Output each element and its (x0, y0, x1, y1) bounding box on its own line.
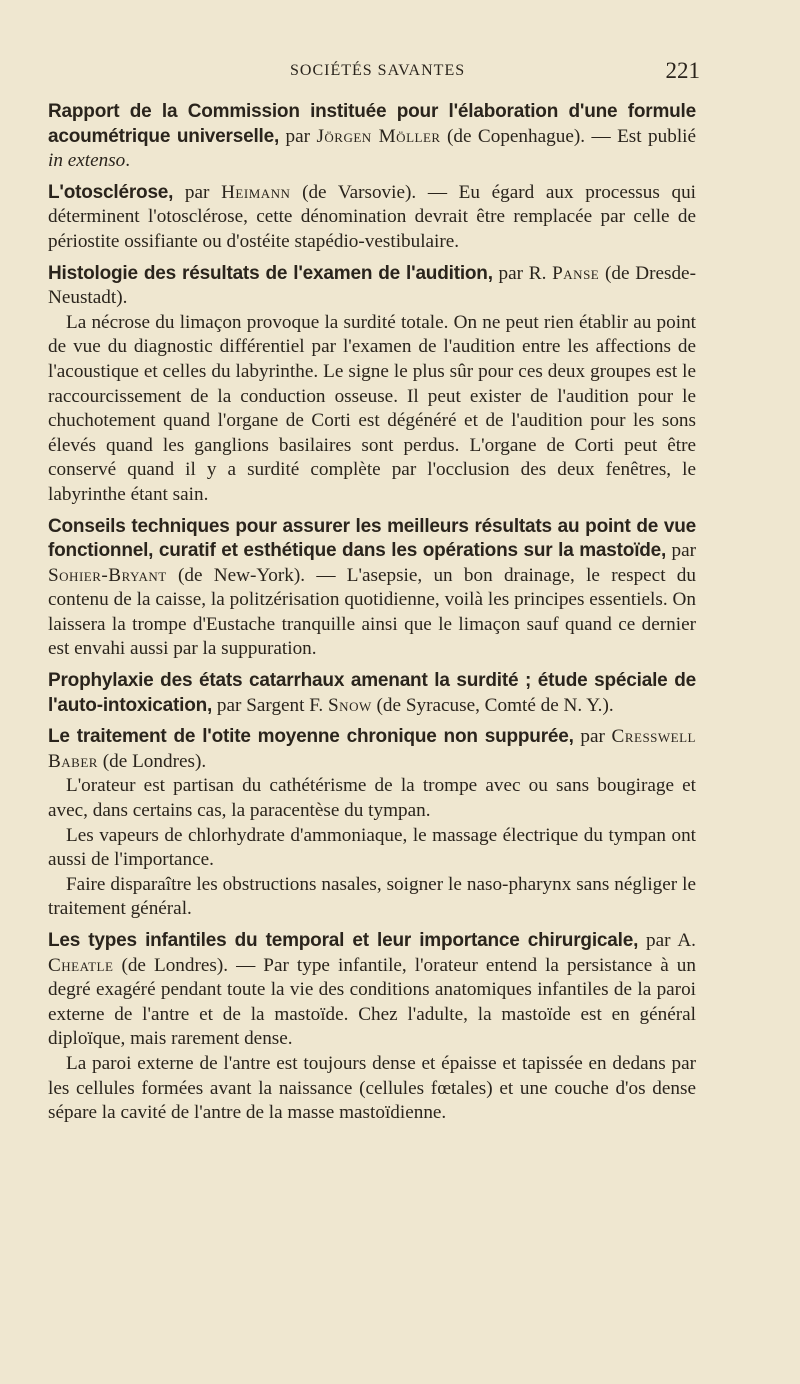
section-histologie (48, 262, 696, 508)
author-name: Sohier-Bryant (48, 564, 167, 586)
section-text: (de Syracuse, Comté de N. Y.). (371, 694, 614, 716)
body-paragraph: La nécrose du limaçon provoque la surdité totale. On ne peut rien établir au point de vue du diagnostic différentiel par l'examen de l'audition entre les affections de l'acoustique et celles du labyrinthe. Le signe le plus sûr pour ces deux groupes est le raccourcissement de la conduction osseuse. Il peut exister de l'audition pour le chuchotement quand l'organe de Corti est dégénéré et de l'audition pour les sons élevés quand les ganglions basilaires sont perdus. L'organe de Corti peut être conservé quand il y a surdité complète par l'occlusion des deux fenêtres, le labyrinthe étant sain. (48, 311, 696, 505)
section-paragraph (48, 262, 696, 311)
body-paragraph: Les vapeurs de chlorhydrate d'ammoniaque, le massage électrique du tympan ont aussi de l'importance. (48, 824, 696, 871)
page-body (48, 100, 696, 1133)
author-name: Snow (328, 694, 372, 716)
italic-text: in extenso (48, 150, 126, 172)
section-text: par Sargent F. (212, 694, 329, 716)
section-paragraph (48, 100, 696, 174)
section-heading: Histologie des résultats de l'examen de l'audition, (48, 262, 493, 284)
running-head: SOCIÉTÉS SAVANTES (290, 62, 466, 79)
page-number: 221 (665, 58, 700, 83)
author-name: Cresswell Baber (48, 726, 696, 772)
page-header (48, 58, 700, 88)
section-prophylaxie (48, 669, 696, 718)
body-paragraph: L'orateur est partisan du cathétérisme de la trompe avec ou sans bougirage et avec, dans certains cas, la paracentèse du tympan. (48, 775, 696, 822)
section-paragraph (48, 515, 696, 663)
section-traitement-otite (48, 725, 696, 922)
author-name: Heimann (221, 181, 291, 203)
section-text: par (666, 540, 696, 562)
section-text: (de Londres). (97, 750, 207, 772)
author-name: Cheatle (48, 954, 114, 976)
section-text: (de Dresde-Neustadt). (48, 262, 696, 309)
section-paragraph (48, 181, 696, 255)
section-text: (de Copenhague). — Est publié (440, 125, 697, 147)
body-paragraph: La paroi externe de l'antre est toujours dense et épaisse et tapissée en dedans par les cellules formées avant la naissance (cellules fœtales) et une couche d'os dense sépare la cavité de l'antre de la masse mastoïdienne. (48, 1052, 696, 1124)
section-text: (de Varsovie). — Eu égard aux processus qui déterminent l'otosclérose, cette dénomination devrait être remplacée par celle de périostite ossifiante ou d'ostéite stapédio-vestibulaire. (48, 181, 696, 252)
section-types-infantiles (48, 929, 696, 1126)
section-text: (de Londres). — Par type infantile, l'orateur entend la persistance à un degré exagéré pendant toute la vie des conditions anatomiques infantiles de la paroi externe de l'antre et de la mastoïde. Chez l'adulte, la mastoïde est en général diploïque, mais rarement dense. (48, 954, 696, 1050)
section-heading: Conseils techniques pour assurer les meilleurs résultats au point de vue fonctionnel, curatif et esthétique dans les opérations sur la mastoïde, (48, 515, 696, 562)
section-text: par (279, 125, 317, 147)
section-heading: Rapport de la Commission instituée pour l'élaboration d'une formule acoumétrique universelle, (48, 101, 696, 147)
body-paragraph: Faire disparaître les obstructions nasales, soigner le naso-pharynx sans négliger le traitement général. (48, 873, 696, 920)
section-heading: Le traitement de l'otite moyenne chronique non suppurée, (48, 726, 574, 748)
section-text: . (125, 150, 131, 172)
section-text: par (573, 726, 612, 748)
author-name: Jörgen Möller (316, 125, 441, 147)
section-otosclerose (48, 181, 696, 255)
section-paragraph (48, 669, 696, 718)
section-text: par R. (492, 262, 553, 284)
section-heading: Les types infantiles du temporal et leur importance chirurgicale, (48, 930, 639, 951)
section-heading: L'otosclérose, (48, 181, 174, 203)
section-heading: Prophylaxie des états catarrhaux amenant la surdité ; étude spéciale de l'auto-intoxication, (48, 670, 696, 716)
section-paragraph (48, 929, 696, 1052)
author-name: Panse (552, 262, 600, 284)
section-paragraph (48, 725, 696, 774)
section-text: par A. (638, 930, 696, 951)
section-conseils-techniques (48, 515, 696, 663)
section-rapport-commission (48, 100, 696, 174)
section-text: par (173, 181, 222, 203)
section-text: (de New-York). — L'asepsie, un bon drainage, le respect du contenu de la caisse, la politzérisation quotidienne, voilà les principes essentiels. On laissera la trompe d'Eustache tranquille ainsi que le limaçon sauf quand ce dernier est envahi aussi par la suppuration. (48, 564, 696, 660)
